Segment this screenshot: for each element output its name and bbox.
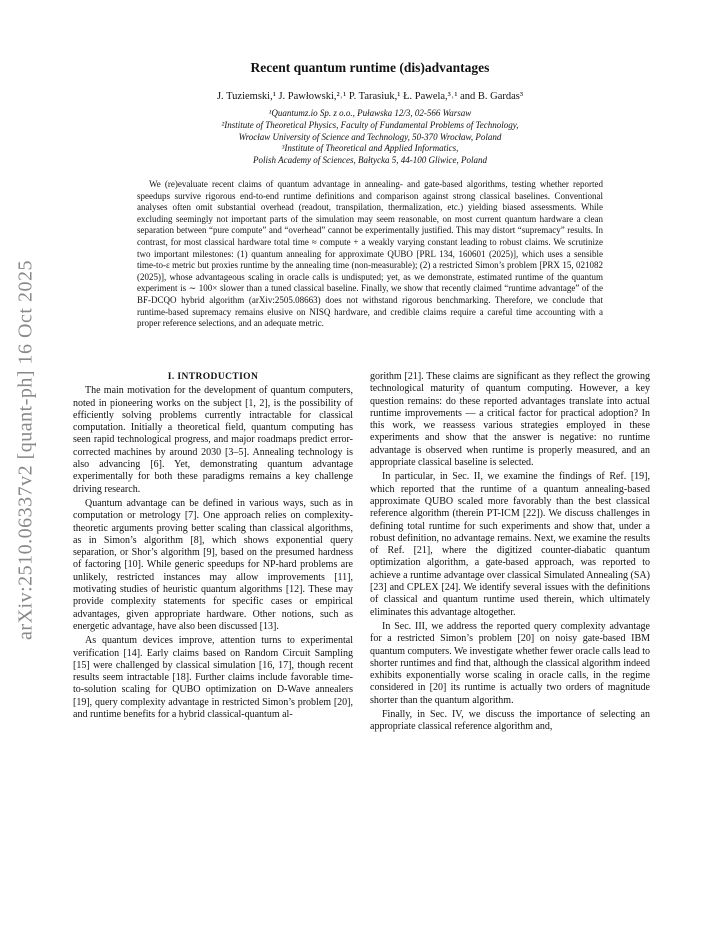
author-list: J. Tuziemski,¹ J. Pawłowski,²˒¹ P. Tarasiuk,¹ Ł. Pawela,³˒¹ and B. Gardas³ [216,91,524,102]
body-paragraph: In particular, in Sec. II, we examine the findings of Ref. [19], which reported that the runtime of a quantum annealing-based approximate QUBO scaled more favorably than the best classical reference algorithm (therein PT-ICM [22]). We discuss challenges in defining total runtime for such experiments and show that, under a robust definition, no advantage remains. Next, we examine the results of Ref. [21], where the digitized counter-diabatic quantum optimization algorithm, a gate-based approach, was reported to achieve a runtime advantage over classical Simulated Annealing (SA) [23] and CPLEX [24]. We identify several issues with the definitions of classical and quantum runtime used therein, which ultimately eliminates this advantage altogether. [370,471,650,618]
affiliation-line: Wrocław University of Science and Technology, 50-370 Wrocław, Poland [238,131,502,142]
left-column [73,371,353,721]
body-paragraph: The main motivation for the development of quantum computers, noted in pioneering works on the subject [1, 2], is the possibility of efficiently solving problems currently intractable for classical computation. Initially a theoretical field, quantum computing has seen rapid technological progress, and major roadmaps predict error-corrected machines by around 2030 [3–5]. Annealing technology is also advancing [6]. Yet, demonstrating quantum advantage experimentally for both these paradigms remains a key challenge driving research. [73,385,353,495]
arxiv-identifier-sidebar [8,240,44,660]
affiliations [90,108,650,167]
body-paragraph: In Sec. III, we address the reported query complexity advantage for a restricted Simon’s problem [20] on noisy gate-based IBM quantum computers. We investigate whether fewer oracle calls lead to shorter runtimes and find that, although the classical algorithm indeed exhibits exponentially worse scaling in oracle calls, in the regime considered in [20] its runtime is actually two orders of magnitude shorter than the quantum algorithm. [370,620,651,706]
affiliation-line: ²Institute of Theoretical Physics, Faculty of Fundamental Problems of Technology, [221,119,519,130]
abstract: We (re)evaluate recent claims of quantum advantage in annealing- and gate-based algorithms, testing whether reported speedups survive rigorous end-to-end runtime definitions and comparison against strong classical baselines. Conventional analyses often omit substantial overhead (readout, transpilation, thermalization, etc.) yielding biased assessments. While excluding seemingly not important parts of the simulation may seem reasonable, on most current quantum hardware a clean separation between “pure compute” and “overhead” cannot be experimentally justified. This may distort “supremacy” results. In contrast, for most classical hardware total time ≈ compute + a weakly varying constant leading to robust claims. We scrutinize two important milestones: (1) quantum annealing for approximate QUBO [PRL 134, 160601 (2025)], which uses a sensible time-to-ε metric but proxies runtime by the annealing time (non-measurable); (2) a restricted Simon’s problem [PRX 15, 021082 (2025)], whose advantageous scaling in oracle calls is undisputed; yet, as we demonstrate, estimated runtime of the quantum experiment is ∼ 100× slower than a tuned classical baseline. Finally, we show that recently claimed “runtime advantage” of the BF-DCQO hybrid algorithm (arXiv:2505.08663) does not withstand rigorous benchmarking. Therefore, we conclude that runtime-based supremacy remains elusive on NISQ hardware, and credible claims require a careful time accounting with a proper reference selections, and an adequate metric. [137,179,603,329]
affiliation-line: Polish Academy of Sciences, Bałtycka 5, 44-100 Gliwice, Poland [252,155,488,166]
right-column [370,371,650,734]
affiliation-line: ¹Quantumz.io Sp. z o.o., Puławska 12/3, 02-566 Warsaw [268,108,472,118]
body-paragraph: As quantum devices improve, attention turns to experimental verification [14]. Early claims based on Random Circuit Sampling [15] were challenged by classical simulation [16, 17], though recent results seem intractable [18]. Further claims include favorable time-to-solution scaling for QUBO optimization on D-Wave annealers [19], query complexity advantage in restricted Simon’s problem [20], and runtime benefits for a hybrid classical-quantum al- [73,635,353,721]
body-paragraph: Quantum advantage can be defined in various ways, such as in computation or metrology [7]. One approach relies on complexity-theoretic arguments proving better scaling than classical algorithms, as in Simon’s algorithm [8], which shows exponential query separation, or Shor’s algorithm [9], based on the presumed hardness of factoring [10]. While generic speedups for NP-hard problems are unlikely, restricted instances may allow improvements [11], motivating studies of heuristic quantum algorithms [12]. These may provide complexity statements for specific cases or empirical advantages, given appropriate hardware. Other notions, such as energetic advantage, have also been discussed [13]. [73,497,353,632]
section-heading-introduction: I. INTRODUCTION [167,372,259,382]
body-paragraph: gorithm [21]. These claims are significant as they reflect the growing technological maturity of quantum computing. However, a key question remains: do these reported advantages translate into actual runtime improvements — a critical factor for practical adoption? In this work, we reassess various strategies employed in these experiments and show that the answer is negative: no runtime advantage is observed when runtime is properly measured, and an appropriate classical baseline is selected. [370,371,650,469]
arxiv-identifier: arXiv:2510.06337v2 [quant-ph] 16 Oct 2025 [14,260,37,640]
affiliation-line: ³Institute of Theoretical and Applied Informatics, [281,143,459,154]
paper-title: Recent quantum runtime (dis)advantages [250,60,490,75]
body-paragraph: Finally, in Sec. IV, we discuss the importance of selecting an appropriate classical reference algorithm and, [370,709,650,733]
